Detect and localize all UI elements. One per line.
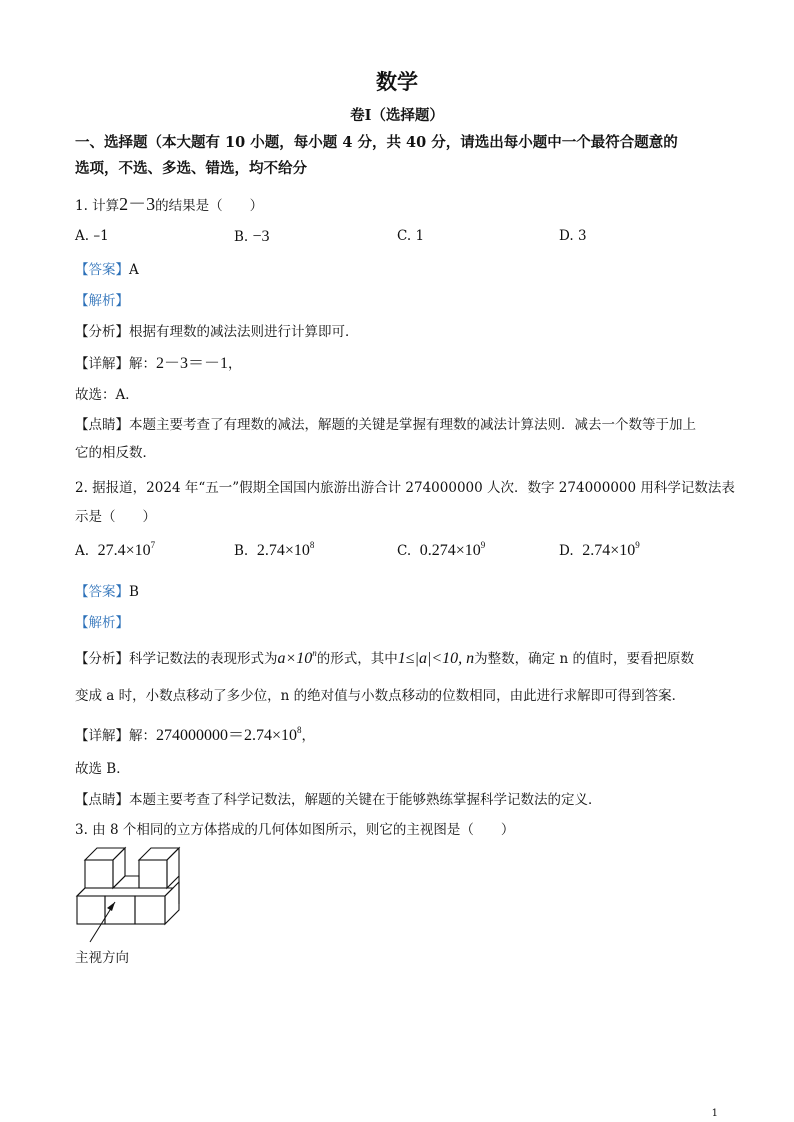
section-instruction-line2: 选项，不选、多选、错选，均不给分 (75, 160, 307, 177)
q2-option-a: A. $27.4\times 10^7$ (75, 540, 156, 559)
q1-fenxi: 【分析】根据有理数的减法法则进行计算即可． (75, 324, 359, 340)
q1-option-b: B. −3 (234, 228, 270, 245)
page-number: 1 (711, 1108, 718, 1119)
q1-detail: 【详解】解：2－3＝－1， (75, 355, 242, 372)
question-1 (75, 190, 263, 216)
q1-option-c: C. 1 (397, 228, 425, 244)
q2-review: 【点睛】本题主要考查了科学记数法，解题的关键在于能够熟练掌握科学记数法的定义． (75, 792, 602, 808)
q3-text: 3. 由 8 个相同的立方体搭成的几何体如图所示，则它的主视图是（ ） (75, 822, 515, 838)
section-instruction-line1: 一、选择题（本大题有 10 小题，每小题 4 分，共 40 分，请选出每小题中一个最符合题意的 (75, 134, 678, 151)
q1-option-a: A. –1 (75, 228, 109, 244)
q1-suffix: 的结果是（ ） (155, 198, 264, 214)
section-subtitle: 卷Ⅰ（选择题） (350, 107, 444, 124)
q1-review-line2: 它的相反数． (75, 445, 156, 461)
q1-analysis-label: 【解析】 (75, 293, 129, 309)
q2-choice: 故选 B． (75, 761, 130, 777)
q2-text-line2: 示是（ ） (75, 509, 156, 525)
q3-cube-figure (70, 842, 190, 947)
q2-option-d: D. $2.74\times 10^9$ (559, 540, 640, 559)
q2-answer: 【答案】B (75, 584, 139, 600)
q3-view-direction-label: 主视方向 (75, 950, 129, 966)
q2-detail: 【详解】解：$274000000=2.74\times 10^8$， (75, 725, 316, 744)
q1-prefix: 1. 计算 (75, 198, 120, 214)
q1-choice: 故选：A． (75, 387, 139, 403)
q1-answer: 【答案】A (75, 262, 139, 278)
q2-fenxi-line2: 变成 a 时，小数点移动了多少位，n 的绝对值与小数点移动的位数相同，由此进行求解即可得到答案． (75, 688, 686, 704)
q2-text-line1: 2. 据报道，2024 年“五一”假期全国国内旅游出游合计 274000000 人次．数字 274000000 用科学记数法表 (75, 480, 735, 496)
page-title: 数学 (376, 69, 418, 94)
q1-expression: 2－3 (119, 194, 156, 214)
q2-fenxi-line1: 【分析】科学记数法的表现形式为$a\times 10^n$的形式，其中1≤|a|<10, n为整数，确定 n 的值时，要看把原数 (75, 648, 694, 667)
q1-option-d: D. 3 (559, 228, 587, 244)
q2-option-b: B. $2.74\times 10^8$ (234, 540, 315, 559)
q2-option-c: C. $0.274\times 10^9$ (397, 540, 486, 559)
q2-analysis-label: 【解析】 (75, 615, 129, 631)
q1-review-line1: 【点睛】本题主要考查了有理数的减法，解题的关键是掌握有理数的减法计算法则．减去一个数等于加上 (75, 417, 696, 433)
